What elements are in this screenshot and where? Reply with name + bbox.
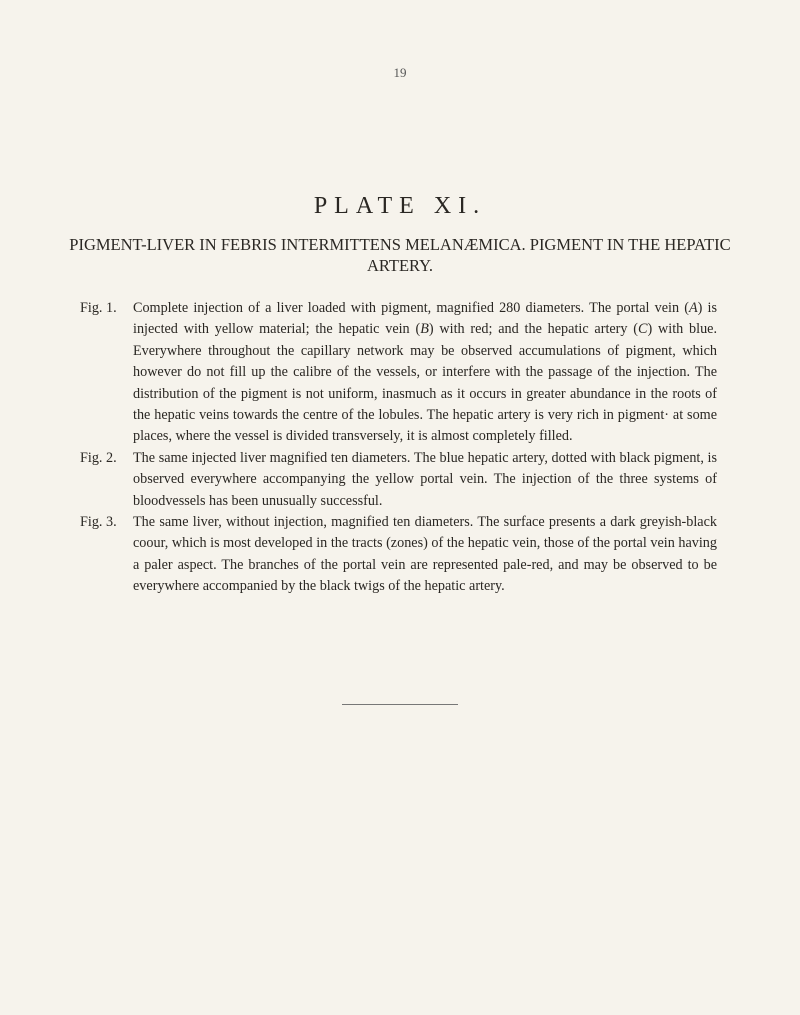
figure-2 bbox=[0, 448, 800, 512]
figure-3-label: Fig. 3. bbox=[80, 514, 117, 531]
plate-title: PLATE XI. bbox=[313, 193, 487, 219]
figure-3-text: The same liver, without injection, magnified ten diameters. The surface presents a dark greyish-black coour, which is most developed in the tracts (zones) of the hepatic vein, those of the portal vein having a paler aspect. The branches of the portal vein are represented pale-red, and may be observed to be everywhere accompanied by the black twigs of the hepatic artery. bbox=[133, 514, 717, 595]
vessel-label-a: A bbox=[688, 300, 698, 316]
figure-2-label: Fig. 2. bbox=[80, 449, 117, 466]
figure-2-text: The same injected liver magnified ten diameters. The blue hepatic artery, dotted with black pigment, is observed everywhere accompanying the yellow portal vein. The injection of the three systems of bloodvessels has been unusually successful. bbox=[133, 449, 717, 509]
plate-subtitle: PIGMENT-LIVER IN FEBRIS INTERMITTENS MELANÆMICA. PIGMENT IN THE HEPATIC ARTERY. bbox=[69, 235, 731, 275]
figure-1-text-part: Complete injection of a liver loaded with pigment, magnified 280 diameters. The portal vein ( bbox=[133, 300, 689, 316]
closing-rule bbox=[342, 704, 458, 705]
figure-1-text-part: ) with red; and the hepatic artery ( bbox=[428, 321, 639, 338]
page-number: 19 bbox=[393, 65, 407, 80]
vessel-label-b: B bbox=[420, 321, 429, 338]
figure-1-text-part: ) with blue. Everywhere throughout the capillary network may be observed accumulations of pigment, which however do not fill up the calibre of the vessels, or interfere with the passage of the injection. The distribution of the pigment is not uniform, inasmuch as it occurs in greater abundance in the roots of the hepatic veins towards the centre of the lobules. The hepatic artery is very rich in pigment· at some places, where the vessel is divided transversely, it is almost completely filled. bbox=[133, 321, 718, 445]
figure-1-label: Fig. 1. bbox=[80, 300, 117, 316]
vessel-label-c: C bbox=[638, 321, 648, 338]
figure-descriptions bbox=[0, 298, 800, 598]
figure-1-text bbox=[133, 298, 717, 448]
figure-1 bbox=[0, 298, 800, 448]
figure-1-text-part: ) is injected with yellow material; the hepatic vein ( bbox=[133, 300, 718, 338]
figure-3 bbox=[0, 512, 800, 598]
